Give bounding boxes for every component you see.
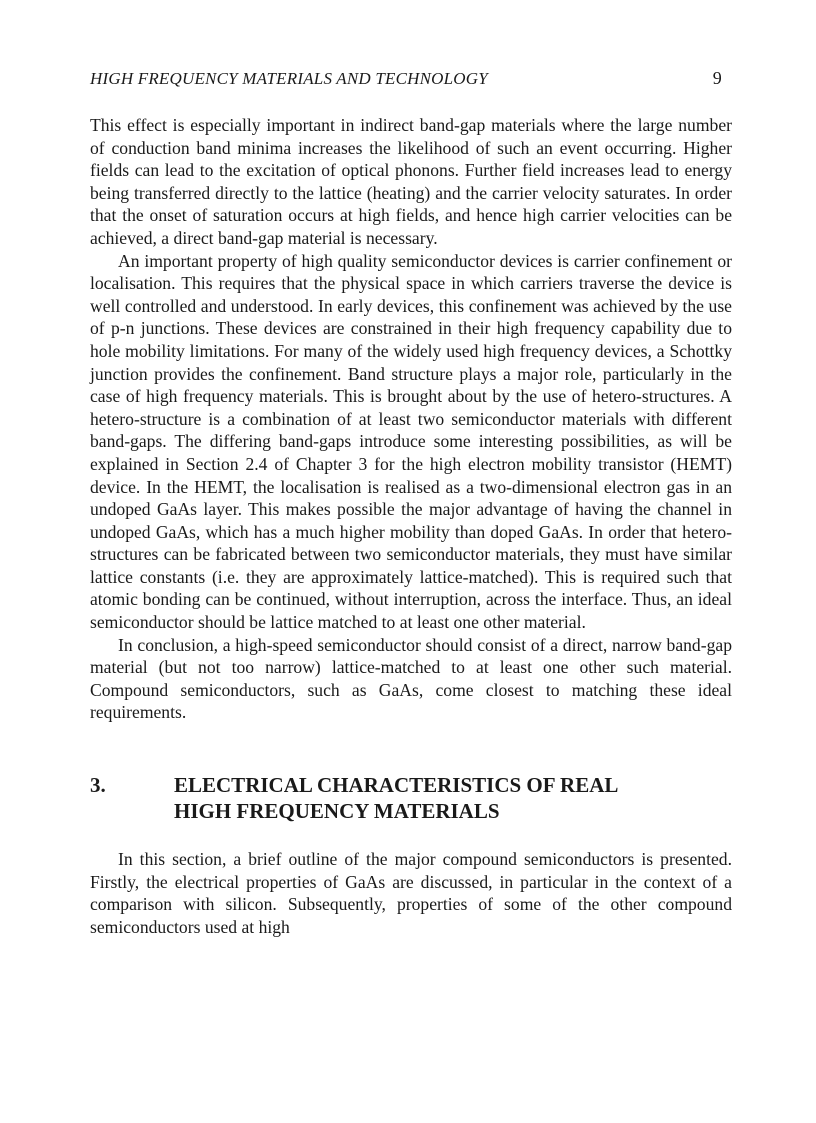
running-header xyxy=(90,68,732,92)
paragraph-carrier-confinement: An important property of high quality semiconductor devices is carrier confinement or localisation. This requires that the physical space in which carriers traverse the device is well controlled and understood. In early devices, this confinement was achieved by the use of p-n junctions. These devices are constrained in their high frequency capability due to hole mobility limitations. For many of the widely used high frequency devices, a Schottky junction provides the confinement. Band structure plays a major role, particularly in the case of high frequency materials. This is brought about by the use of hetero-structures. A hetero-structure is a combination of at least two semiconductor materials with different band-gaps. The differing band-gaps introduce some interesting possibilities, as will be explained in Section 2.4 of Chapter 3 for the high electron mobility transistor (HEMT) device. In the HEMT, the localisation is realised as a two-dimensional electron gas in an undoped GaAs layer. This makes possible the major advantage of having the channel in undoped GaAs, which has a much higher mobility than doped GaAs. In order that hetero-structures can be fabricated between two semiconductor materials, they must have similar lattice constants (i.e. they are approximately lattice-matched). This is required such that atomic bonding can be continued, without interruption, across the interface. Thus, an ideal semiconductor should be lattice matched to at least one other material. xyxy=(90,250,732,633)
section-title xyxy=(174,772,732,824)
section-heading xyxy=(90,772,732,824)
running-title: HIGH FREQUENCY MATERIALS AND TECHNOLOGY xyxy=(90,69,488,88)
paragraph-conclusion: In conclusion, a high-speed semiconductor should consist of a direct, narrow band-gap material (but not too narrow) lattice-matched to at least one other such material. Compound semiconductors, such as GaAs, come closest to matching these ideal requirements. xyxy=(90,634,732,723)
section-title-line-1: ELECTRICAL CHARACTERISTICS OF REAL xyxy=(174,773,619,798)
section-body xyxy=(90,848,732,938)
paragraph-section-intro: In this section, a brief outline of the major compound semiconductors is presented. Firstly, the electrical properties of GaAs are discussed, in particular in the context of a comparison with silicon. Subsequently, properties of some of the other compound semiconductors used at high xyxy=(90,849,732,937)
body-text xyxy=(90,114,732,724)
section-title-line-2: HIGH FREQUENCY MATERIALS xyxy=(174,799,500,824)
page xyxy=(90,68,732,938)
section-number: 3. xyxy=(90,773,106,798)
page-number: 9 xyxy=(712,68,722,88)
paragraph-continuation: This effect is especially important in indirect band-gap materials where the large number of conduction band minima increases the likelihood of such an event occurring. Higher fields can lead to the excitation of optical phonons. Further field increases lead to energy being transferred directly to the lattice (heating) and the carrier velocity saturates. In order that the onset of saturation occurs at high fields, and hence high carrier velocities can be achieved, a direct band-gap material is necessary. xyxy=(90,115,732,248)
